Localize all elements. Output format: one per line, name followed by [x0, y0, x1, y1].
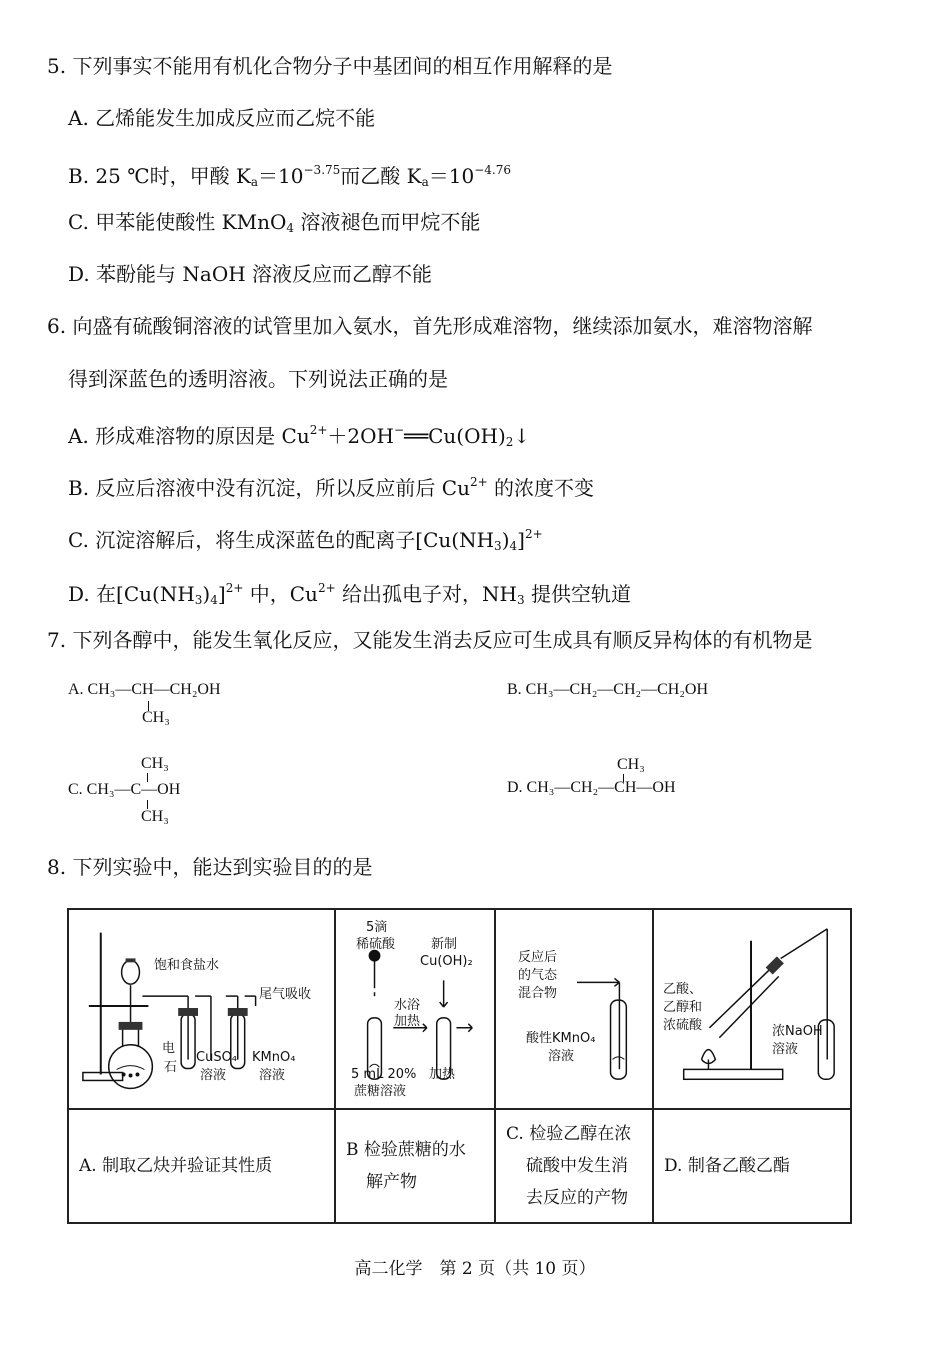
- q5-b-text4: ＝10: [428, 164, 475, 188]
- q6-c-text3: ]: [517, 528, 525, 552]
- q7-option-c-main: C. CH₃—C—OH: [68, 781, 181, 798]
- figB-label-cuoh2: Cu(OH)₂: [420, 954, 473, 969]
- q6-d-sub2: 4: [210, 593, 218, 607]
- q6-c-text1: C. 沉淀溶解后，将生成深蓝色的配离子[Cu(NH: [68, 528, 495, 552]
- q7-option-d-top: CH₃: [617, 756, 645, 773]
- figA-label-kmno4-sol: 溶液: [259, 1068, 286, 1083]
- figB-label-volume: 5 mL 20%: [351, 1067, 417, 1082]
- figure-a: [69, 910, 334, 1108]
- figA-label-calcium-2: 石: [164, 1060, 178, 1075]
- q5-b-text3: 而乙酸 K: [340, 164, 422, 188]
- q6-d-text3: ]: [217, 582, 226, 606]
- q5-c-text1: C. 甲苯能使酸性 KMnO: [68, 210, 287, 234]
- figD-label-naoh: 浓NaOH: [772, 1024, 823, 1039]
- q6-a-equals: ══: [404, 424, 429, 448]
- figD-label-naoh-solution: 溶液: [772, 1042, 799, 1057]
- q8-option-a: A. 制取乙炔并验证其性质: [79, 1156, 273, 1176]
- q6-d-sup2: 2+: [317, 581, 336, 595]
- ethanol-elimination-drawing: [496, 910, 652, 1108]
- q6-b-text1: B. 反应后溶液中没有沉淀，所以反应前后 Cu: [68, 476, 470, 500]
- figure-c-cell: [495, 909, 653, 1109]
- q5-c-sub: 4: [286, 221, 294, 235]
- figC-label-solution: 溶液: [548, 1049, 575, 1064]
- figure-b-cell: [335, 909, 495, 1109]
- q8-option-c-cell: [495, 1109, 653, 1223]
- q8-stem: 8. 下列实验中，能达到实验目的的是: [47, 855, 373, 879]
- figA-label-cuso4: CuSO₄: [196, 1050, 238, 1065]
- q6-d-sub1: 3: [194, 593, 203, 607]
- figure-a-cell: [68, 909, 335, 1109]
- figA-label-calcium-1: 电: [162, 1041, 176, 1056]
- q6-d-text2: ): [202, 582, 211, 606]
- q6-a-arrow: ↓: [513, 424, 531, 448]
- q6-option-a: [68, 418, 530, 454]
- q7-option-d-main: D. CH₃—CH₂—CH—OH: [507, 779, 676, 796]
- q8-option-a-cell: [68, 1109, 335, 1223]
- q6-b-sup: 2+: [469, 475, 488, 489]
- q6-d-text4: 中，Cu: [243, 582, 318, 606]
- q6-option-b: [68, 470, 594, 500]
- q6-d-text6: 提供空轨道: [524, 582, 631, 606]
- q6-a-text1: A. 形成难溶物的原因是 Cu: [68, 424, 310, 448]
- figA-label-tail-gas: 尾气吸收: [259, 987, 312, 1002]
- q5-option-c: [68, 210, 480, 240]
- q7-stem: 7. 下列各醇中，能发生氧化反应，又能发生消去反应可生成具有顺反异构体的有机物是: [47, 628, 813, 652]
- q8-option-b-cell: [335, 1109, 495, 1223]
- q8-option-b-line1: B 检验蔗糖的水: [346, 1140, 466, 1160]
- q6-a-sup2: −: [393, 423, 405, 437]
- q7-option-a-branch: CH₃: [142, 709, 170, 726]
- q6-option-c: [68, 522, 543, 558]
- q8-option-c-line2: 硫酸中发生消: [526, 1156, 628, 1176]
- q5-option-a: A. 乙烯能发生加成反应而乙烷不能: [68, 106, 376, 130]
- q5-b-text1: B. 25 ℃时，甲酸 K: [68, 164, 251, 188]
- q8-experiment-table: [67, 908, 852, 1224]
- figC-label-after-reaction: 反应后: [518, 950, 558, 965]
- q6-b-text2: 的浓度不变: [487, 476, 595, 500]
- q6-c-sub2: 4: [509, 539, 518, 553]
- q6-a-text3: Cu(OH): [428, 424, 506, 448]
- q7-option-b-main: B. CH₃—CH₂—CH₂—CH₂OH: [507, 681, 708, 698]
- figure-d-cell: [653, 909, 851, 1109]
- figA-label-brine: 饱和食盐水: [154, 958, 220, 973]
- q6-d-text1: D. 在[Cu(NH: [68, 582, 195, 606]
- figC-label-gaseous: 的气态: [518, 968, 558, 983]
- q5-b-sub1: a: [250, 175, 259, 189]
- figC-label-kmno4: 酸性KMnO₄: [526, 1031, 596, 1046]
- q8-option-c-line1: C. 检验乙醇在浓: [506, 1124, 632, 1144]
- q8-option-c-line3: 去反应的产物: [526, 1188, 628, 1208]
- q8-option-b-line2: 解产物: [366, 1172, 417, 1192]
- q5-b-exp2: −4.76: [474, 163, 511, 177]
- figD-label-sulfuric: 浓硫酸: [663, 1018, 703, 1033]
- page-footer: 高二化学 第 2 页（共 10 页）: [354, 1259, 596, 1279]
- q6-a-sub: 2: [505, 435, 514, 449]
- q5-b-text2: ＝10: [258, 164, 304, 188]
- figD-label-ethanol: 乙醇和: [663, 1000, 703, 1015]
- q6-d-text5: 给出孤电子对，NH: [335, 582, 517, 606]
- figB-label-heat-1: 加热: [394, 1014, 421, 1029]
- figC-label-mixture: 混合物: [518, 986, 558, 1001]
- q6-a-text2: ＋2OH: [327, 424, 394, 448]
- q8-option-d: D. 制备乙酸乙酯: [664, 1156, 790, 1176]
- figure-d: [654, 910, 850, 1108]
- figB-label-5-drops: 5滴: [366, 920, 388, 935]
- q6-option-d: [68, 576, 631, 612]
- q5-c-text2: 溶液褪色而甲烷不能: [294, 210, 481, 234]
- q6-stem-line1: 6. 向盛有硫酸铜溶液的试管里加入氨水，首先形成难溶物，继续添加氨水，难溶物溶解: [47, 314, 813, 338]
- figB-label-water-bath: 水浴: [394, 998, 421, 1013]
- q7-option-c-top: CH₃: [141, 755, 169, 772]
- q7-option-c-bottom: CH₃: [141, 808, 169, 825]
- q6-c-sub1: 3: [494, 539, 502, 553]
- q5-option-d: D. 苯酚能与 NaOH 溶液反应而乙醇不能: [68, 262, 433, 286]
- figure-b: [336, 910, 494, 1108]
- figB-label-sucrose: 蔗糖溶液: [354, 1084, 407, 1099]
- q6-a-sup1: 2+: [309, 423, 328, 437]
- figA-label-kmno4: KMnO₄: [252, 1050, 296, 1065]
- q6-d-sub3: 3: [516, 593, 525, 607]
- figB-label-fresh: 新制: [431, 937, 458, 952]
- figB-label-dilute-acid: 稀硫酸: [356, 937, 396, 952]
- q5-option-b: [68, 158, 511, 194]
- q6-c-text2: ): [501, 528, 510, 552]
- q5-b-exp1: −3.75: [303, 163, 341, 177]
- figB-label-heat-2: 加热: [429, 1067, 456, 1082]
- q5-b-sub2: a: [421, 175, 429, 189]
- q7-option-a-main: A. CH₃—CH—CH₂OH: [68, 681, 221, 698]
- q8-option-d-cell: [653, 1109, 851, 1223]
- q6-d-sup1: 2+: [225, 581, 244, 595]
- figA-label-cuso4-sol: 溶液: [200, 1068, 227, 1083]
- figure-c: [496, 910, 652, 1108]
- q6-stem-line2: 得到深蓝色的透明溶液。下列说法正确的是: [68, 367, 448, 391]
- figD-label-acetic-acid: 乙酸、: [663, 982, 703, 997]
- q6-c-sup: 2+: [524, 527, 543, 541]
- q5-stem: 5. 下列事实不能用有机化合物分子中基团间的相互作用解释的是: [47, 54, 613, 78]
